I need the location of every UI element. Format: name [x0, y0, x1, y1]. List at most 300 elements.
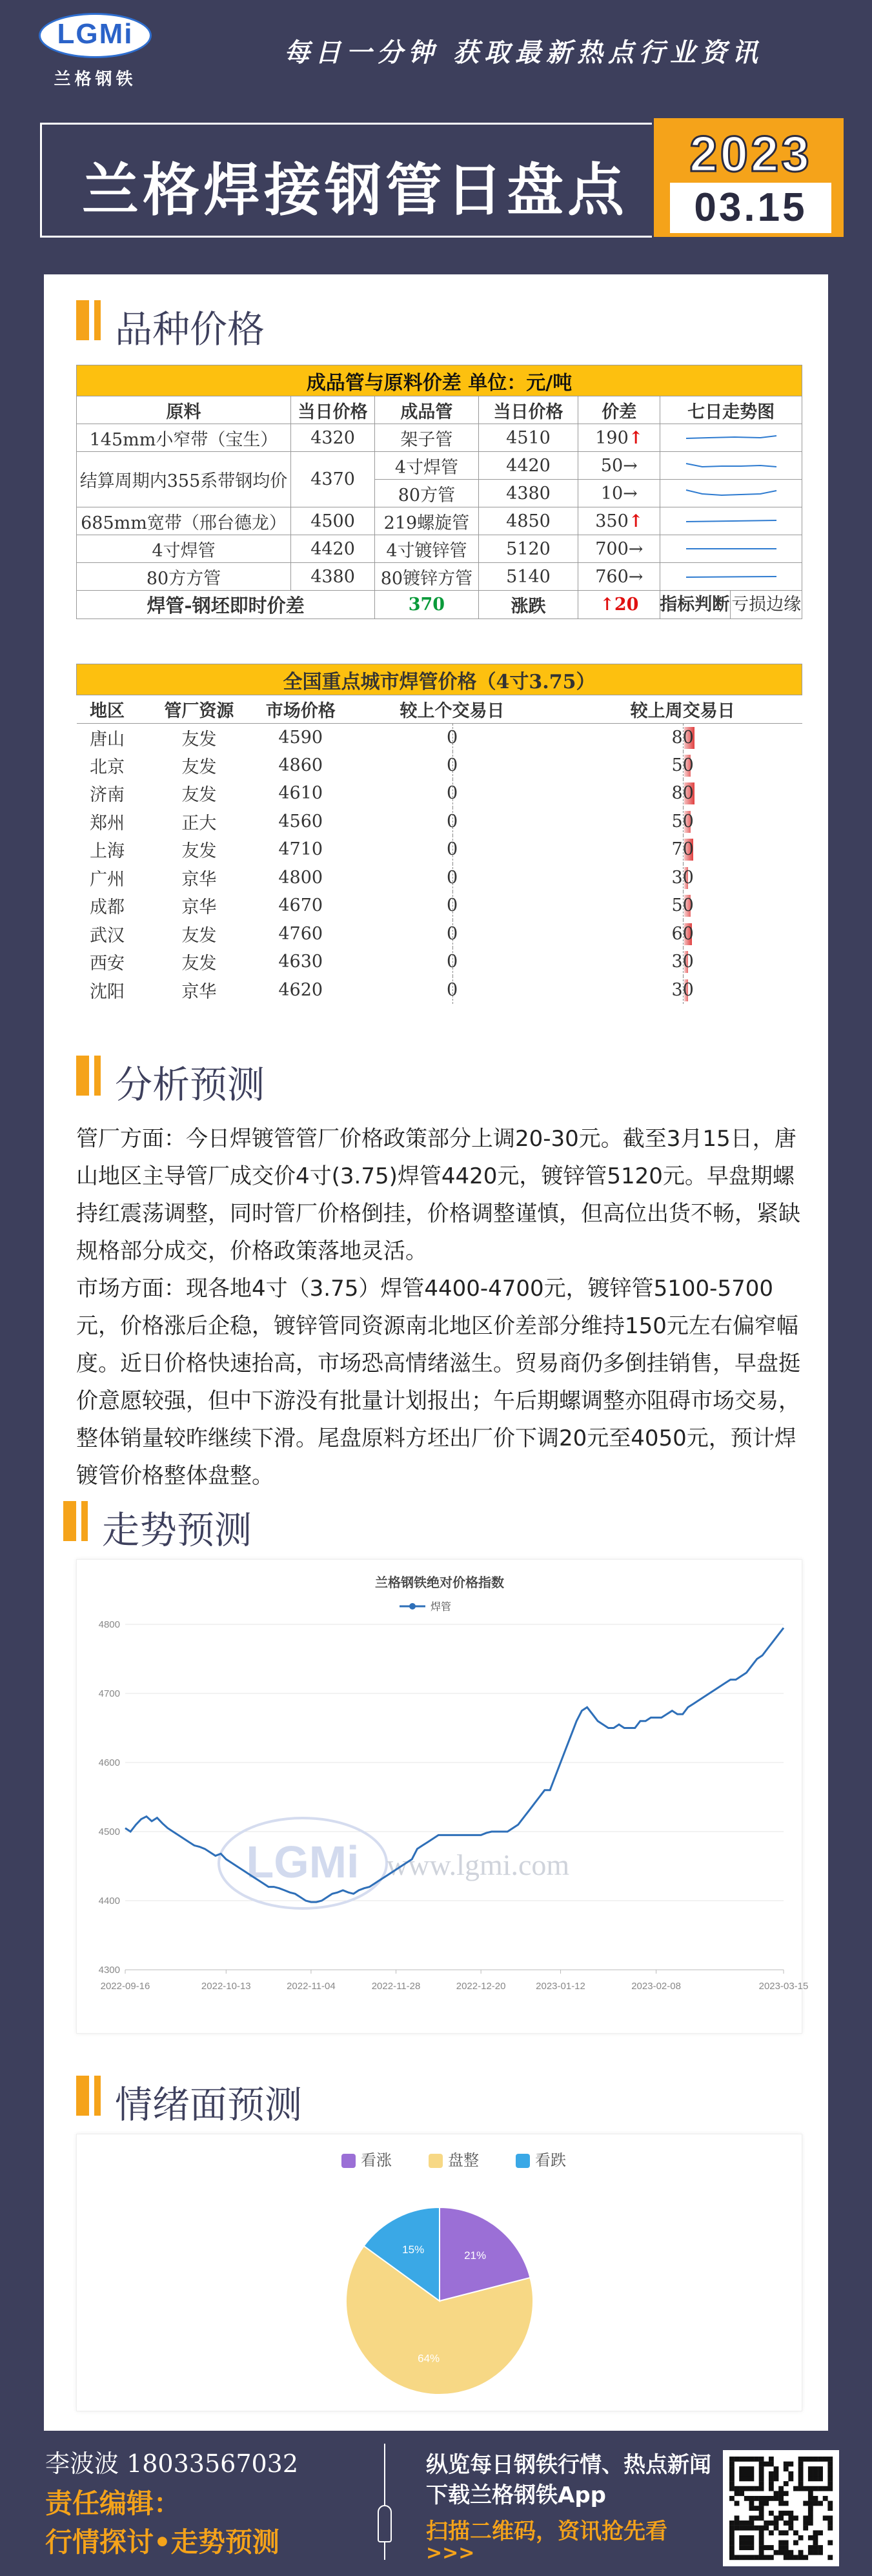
mill-source: 友发 — [181, 841, 217, 862]
qr-module — [784, 2520, 789, 2526]
day-change-cell — [341, 920, 563, 948]
qr-module — [803, 2555, 808, 2560]
x-tick-label: 2022-09-16 — [100, 1981, 150, 1992]
qr-module — [769, 2545, 774, 2550]
raw-price: 4370 — [290, 452, 374, 507]
mill-source: 正大 — [181, 813, 217, 833]
qr-module — [818, 2530, 823, 2535]
product-price: 4420 — [478, 452, 578, 480]
col-header: 当日价格 — [478, 396, 578, 424]
qr-module — [818, 2545, 823, 2550]
section-bar-icon — [76, 300, 89, 340]
day-change-cell — [341, 835, 563, 864]
qr-module — [749, 2515, 754, 2520]
qr-module — [729, 2550, 735, 2555]
week-change-value: 60 — [671, 923, 694, 944]
qr-module — [759, 2481, 764, 2486]
qr-module — [739, 2486, 744, 2491]
qr-module — [827, 2457, 833, 2462]
qr-module — [759, 2457, 764, 2462]
qr-module — [729, 2466, 735, 2471]
pie-chart-svg — [77, 2134, 803, 2412]
pie-slice-label: 15% — [402, 2243, 425, 2256]
qr-module — [744, 2520, 749, 2526]
trend-chart — [76, 1559, 809, 2034]
week-change-cell — [563, 892, 802, 920]
city-row — [77, 948, 802, 976]
right-arrow-icon: → — [628, 538, 644, 559]
qr-module — [749, 2476, 754, 2481]
qr-module — [827, 2515, 833, 2520]
qr-module — [744, 2457, 749, 2462]
day-change-cell — [341, 779, 563, 808]
product-price: 4850 — [478, 507, 578, 535]
qr-module — [729, 2526, 735, 2531]
qr-module — [827, 2520, 833, 2526]
diff-value: 10 — [600, 483, 624, 504]
qr-module — [729, 2545, 735, 2550]
qr-module — [784, 2511, 789, 2516]
qr-module — [735, 2491, 740, 2496]
qr-module — [729, 2471, 735, 2477]
x-tick-label: 2022-10-13 — [201, 1981, 251, 1992]
editor-name: 李波波 18033567032 — [45, 2449, 299, 2478]
date-text: 03.15 — [670, 183, 831, 233]
market-price: 4800 — [278, 867, 323, 888]
qr-module — [739, 2466, 744, 2471]
week-change-value: 50 — [671, 811, 694, 832]
qr-module — [808, 2506, 813, 2511]
qr-module — [749, 2545, 754, 2550]
qr-module — [823, 2515, 828, 2520]
qr-module — [749, 2520, 754, 2526]
qr-module — [754, 2486, 759, 2491]
mill-source: 京华 — [181, 869, 217, 890]
diff-cell — [578, 535, 660, 563]
y-tick-label: 4700 — [98, 1688, 120, 1699]
qr-module — [769, 2462, 774, 2467]
mill-source: 友发 — [181, 785, 217, 806]
sparkline-icon — [683, 456, 780, 475]
day-change-cell — [341, 808, 563, 836]
diff-value: 760 — [595, 566, 629, 587]
qr-module — [729, 2481, 735, 2486]
qr-module — [744, 2535, 749, 2540]
qr-module — [793, 2515, 798, 2520]
section-bar-icon — [94, 1056, 101, 1096]
market-price: 4860 — [278, 755, 323, 775]
qr-module — [808, 2471, 813, 2477]
qr-module — [818, 2501, 823, 2506]
diff-value: 700 — [595, 538, 629, 559]
qr-module — [759, 2540, 764, 2546]
diff-cell — [578, 424, 660, 452]
qr-module — [744, 2486, 749, 2491]
qr-module — [769, 2471, 774, 2477]
qr-module — [823, 2486, 828, 2491]
y-tick-label: 4800 — [98, 1619, 120, 1630]
qr-module — [749, 2496, 754, 2501]
price-diff-table — [76, 365, 802, 619]
raw-name: 80方方管 — [77, 563, 291, 591]
city-name: 北京 — [89, 757, 125, 777]
qr-module — [798, 2481, 804, 2486]
qr-module — [769, 2530, 774, 2535]
qr-module — [793, 2486, 798, 2491]
qr-module — [759, 2535, 764, 2540]
col-header: 原料 — [77, 396, 291, 424]
qr-module — [808, 2496, 813, 2501]
mill-source: 友发 — [181, 757, 217, 777]
y-tick-label: 4300 — [98, 1965, 120, 1976]
qr-module — [827, 2526, 833, 2531]
qr-module — [827, 2506, 833, 2511]
product-price: 4380 — [478, 480, 578, 507]
city-name: 沈阳 — [89, 981, 125, 1002]
market-price: 4630 — [278, 952, 323, 972]
editor-label: 责任编辑： — [45, 2488, 181, 2519]
judge-cell — [660, 591, 802, 619]
qr-module — [739, 2545, 744, 2550]
legend-swatch-icon — [341, 2154, 356, 2168]
qr-module — [813, 2476, 818, 2481]
change-value: ↑20 — [578, 591, 660, 619]
week-change-cell — [563, 948, 802, 976]
qr-module — [823, 2496, 828, 2501]
qr-module — [788, 2476, 793, 2481]
day-change-value: 0 — [446, 923, 458, 944]
qr-module — [788, 2462, 793, 2467]
section-bar-icon — [81, 1501, 88, 1541]
market-price: 4590 — [278, 727, 323, 748]
sparkline-cell — [660, 424, 802, 452]
section-title-text: 情绪面预测 — [115, 2083, 303, 2127]
y-tick-label: 4500 — [98, 1826, 120, 1837]
product-name: 4寸镀锌管 — [375, 535, 479, 563]
analysis-text — [76, 1120, 802, 1495]
qr-module — [729, 2540, 735, 2546]
qr-module — [739, 2520, 744, 2526]
qr-module — [827, 2555, 833, 2560]
qr-module — [774, 2515, 779, 2520]
city-row — [77, 835, 802, 864]
qr-module — [759, 2471, 764, 2477]
city-row — [77, 920, 802, 948]
week-change-cell — [563, 751, 802, 780]
qr-module — [735, 2486, 740, 2491]
day-change-value: 0 — [446, 727, 458, 748]
qr-module — [798, 2550, 804, 2555]
legend-label: 盘整 — [448, 2151, 479, 2169]
day-change-value: 0 — [446, 979, 458, 1000]
qr-module — [808, 2466, 813, 2471]
up-arrow-icon: ↑ — [628, 427, 644, 448]
app-promo-line: 扫描二维码，资讯抢先看 — [426, 2519, 667, 2544]
right-arrow-icon: → — [623, 455, 638, 476]
qr-code-icon[interactable] — [723, 2450, 839, 2566]
x-tick-label: 2022-11-04 — [287, 1981, 336, 1992]
qr-module — [739, 2540, 744, 2546]
qr-module — [759, 2545, 764, 2550]
qr-module — [769, 2476, 774, 2481]
sparkline-icon — [683, 484, 780, 503]
day-change-cell — [341, 723, 563, 751]
mill-source: 京华 — [181, 897, 217, 918]
qr-module — [803, 2486, 808, 2491]
qr-module — [778, 2540, 784, 2546]
col-header: 市场价格 — [260, 695, 341, 724]
qr-module — [744, 2545, 749, 2550]
qr-module — [808, 2511, 813, 2516]
watermark-url: www.lgmi.com — [387, 1848, 570, 1881]
city-name: 广州 — [89, 869, 125, 890]
qr-module — [749, 2466, 754, 2471]
qr-module — [729, 2486, 735, 2491]
day-change-value: 0 — [446, 895, 458, 916]
col-header: 成品管 — [375, 396, 479, 424]
col-header: 较上个交易日 — [341, 695, 563, 724]
qr-module — [803, 2501, 808, 2506]
col-header: 地区 — [77, 695, 138, 724]
market-price: 4760 — [278, 923, 323, 944]
day-change-cell — [341, 751, 563, 780]
qr-module — [744, 2466, 749, 2471]
qr-module — [769, 2486, 774, 2491]
qr-module — [813, 2486, 818, 2491]
sparkline-cell — [660, 480, 802, 507]
qr-module — [788, 2550, 793, 2555]
city-row — [77, 976, 802, 1005]
day-change-cell — [341, 892, 563, 920]
product-name: 80方管 — [375, 480, 479, 507]
raw-name: 4寸焊管 — [77, 535, 291, 563]
qr-module — [784, 2550, 789, 2555]
col-header: 当日价格 — [290, 396, 374, 424]
qr-module — [793, 2540, 798, 2546]
qr-module — [739, 2526, 744, 2531]
x-tick-label: 2023-01-12 — [536, 1981, 585, 1992]
day-change-value: 0 — [446, 839, 458, 860]
qr-module — [784, 2540, 789, 2546]
market-price: 4710 — [278, 839, 323, 860]
pie-slice-label: 64% — [418, 2352, 440, 2365]
sparkline-icon — [683, 567, 780, 586]
qr-module — [759, 2515, 764, 2520]
qr-module — [813, 2535, 818, 2540]
city-name: 成都 — [89, 897, 125, 918]
product-name: 4寸焊管 — [375, 452, 479, 480]
qr-module — [769, 2555, 774, 2560]
qr-module — [749, 2540, 754, 2546]
x-tick-label: 2022-11-28 — [371, 1981, 421, 1992]
qr-module — [803, 2457, 808, 2462]
day-change-value: 0 — [446, 811, 458, 832]
qr-module — [735, 2501, 740, 2506]
legend-label: 看跌 — [535, 2151, 566, 2169]
qr-module — [784, 2555, 789, 2560]
qr-module — [778, 2496, 784, 2501]
week-change-value: 30 — [671, 979, 694, 1000]
qr-module — [798, 2466, 804, 2471]
qr-module — [744, 2496, 749, 2501]
raw-price: 4320 — [290, 424, 374, 452]
qr-module — [774, 2526, 779, 2531]
qr-module — [778, 2511, 784, 2516]
city-name: 西安 — [89, 954, 125, 974]
qr-module — [818, 2457, 823, 2462]
qr-module — [749, 2506, 754, 2511]
pie-slice-label: 21% — [464, 2249, 487, 2262]
qr-module — [754, 2515, 759, 2520]
qr-module — [759, 2501, 764, 2506]
qr-module — [784, 2545, 789, 2550]
week-change-value: 80 — [671, 727, 694, 748]
watermark-logo-text: LGMi — [246, 1837, 360, 1887]
sparkline-icon — [683, 428, 780, 447]
qr-module — [827, 2471, 833, 2477]
qr-module — [818, 2550, 823, 2555]
year-text: 2023 — [689, 125, 812, 182]
week-change-cell — [563, 779, 802, 808]
week-change-value: 80 — [671, 783, 694, 804]
section-title-text: 走势预测 — [102, 1508, 252, 1552]
week-change-value: 50 — [671, 895, 694, 916]
week-change-cell — [563, 976, 802, 1005]
city-name: 济南 — [89, 785, 125, 806]
qr-module — [769, 2457, 774, 2462]
qr-module — [784, 2481, 789, 2486]
qr-module — [827, 2486, 833, 2491]
qr-module — [759, 2526, 764, 2531]
raw-price: 4500 — [290, 507, 374, 535]
qr-module — [764, 2496, 769, 2501]
spread-label: 焊管-钢坯即时价差 — [77, 591, 375, 619]
legend-swatch-icon — [516, 2154, 530, 2168]
trend-chart-svg — [77, 1560, 809, 2034]
qr-module — [764, 2555, 769, 2560]
qr-module — [774, 2471, 779, 2477]
qr-module — [774, 2491, 779, 2496]
col-header: 七日走势图 — [660, 396, 802, 424]
qr-module — [739, 2457, 744, 2462]
city-row — [77, 864, 802, 892]
qr-module — [754, 2506, 759, 2511]
qr-module — [784, 2491, 789, 2496]
qr-module — [813, 2530, 818, 2535]
city-row — [77, 723, 802, 751]
qr-module — [759, 2466, 764, 2471]
qr-module — [749, 2535, 754, 2540]
qr-module — [813, 2457, 818, 2462]
qr-module — [754, 2526, 759, 2531]
mill-source: 友发 — [181, 954, 217, 974]
city-row — [77, 892, 802, 920]
raw-price: 4420 — [290, 535, 374, 563]
qr-module — [808, 2457, 813, 2462]
raw-name: 145mm小窄带（宝生） — [77, 424, 291, 452]
qr-module — [818, 2476, 823, 2481]
qr-module — [759, 2486, 764, 2491]
qr-module — [774, 2550, 779, 2555]
day-change-value: 0 — [446, 783, 458, 804]
legend-dot-icon — [409, 1603, 416, 1610]
city-name: 郑州 — [89, 813, 125, 833]
col-header: 价差 — [578, 396, 660, 424]
date-badge — [652, 116, 846, 239]
city-table-title: 全国重点城市焊管价格（4寸3.75） — [77, 664, 802, 695]
qr-module — [754, 2555, 759, 2560]
qr-module — [764, 2501, 769, 2506]
app-promo-line: 下载兰格钢铁App — [426, 2482, 606, 2508]
qr-module — [744, 2555, 749, 2560]
qr-module — [798, 2555, 804, 2560]
qr-module — [793, 2530, 798, 2535]
qr-module — [798, 2471, 804, 2477]
section-bar-icon — [76, 1056, 89, 1096]
city-price-table — [76, 664, 802, 1004]
qr-module — [759, 2496, 764, 2501]
qr-module — [808, 2545, 813, 2550]
qr-module — [798, 2486, 804, 2491]
qr-module — [784, 2530, 789, 2535]
qr-module — [739, 2491, 744, 2496]
qr-module — [774, 2476, 779, 2481]
qr-module — [813, 2466, 818, 2471]
product-name: 219螺旋管 — [375, 507, 479, 535]
qr-module — [754, 2496, 759, 2501]
qr-module — [764, 2526, 769, 2531]
lgmi-logo — [39, 13, 152, 90]
raw-name: 685mm宽带（邢台德龙） — [77, 507, 291, 535]
right-arrow-icon: → — [628, 566, 644, 587]
qr-module — [739, 2471, 744, 2477]
qr-module — [735, 2526, 740, 2531]
spread-value: 370 — [375, 591, 479, 619]
city-row — [77, 779, 802, 808]
qr-module — [808, 2486, 813, 2491]
qr-module — [827, 2466, 833, 2471]
qr-module — [803, 2520, 808, 2526]
qr-module — [729, 2555, 735, 2560]
content-panel — [44, 274, 828, 2431]
qr-module — [788, 2515, 793, 2520]
sparkline-icon — [683, 511, 780, 531]
qr-module — [798, 2476, 804, 2481]
logo-cn-text: 兰格钢铁 — [54, 70, 137, 89]
qr-module — [798, 2535, 804, 2540]
qr-module — [739, 2555, 744, 2560]
diff-value: 350 — [595, 511, 629, 531]
col-header: 较上周交易日 — [563, 695, 802, 724]
up-arrow-icon: ↑ — [628, 511, 644, 531]
col-header: 管厂资源 — [137, 695, 260, 724]
diff-cell — [578, 452, 660, 480]
week-change-cell — [563, 864, 802, 892]
day-change-cell — [341, 864, 563, 892]
qr-module — [823, 2457, 828, 2462]
city-rows — [77, 723, 802, 1004]
qr-module — [739, 2476, 744, 2481]
week-change-cell — [563, 723, 802, 751]
qr-module — [784, 2466, 789, 2471]
qr-module — [729, 2535, 735, 2540]
qr-module — [739, 2535, 744, 2540]
qr-module — [778, 2501, 784, 2506]
week-change-value: 50 — [671, 755, 694, 775]
qr-module — [759, 2530, 764, 2535]
qr-module — [774, 2520, 779, 2526]
raw-price: 4380 — [290, 563, 374, 591]
